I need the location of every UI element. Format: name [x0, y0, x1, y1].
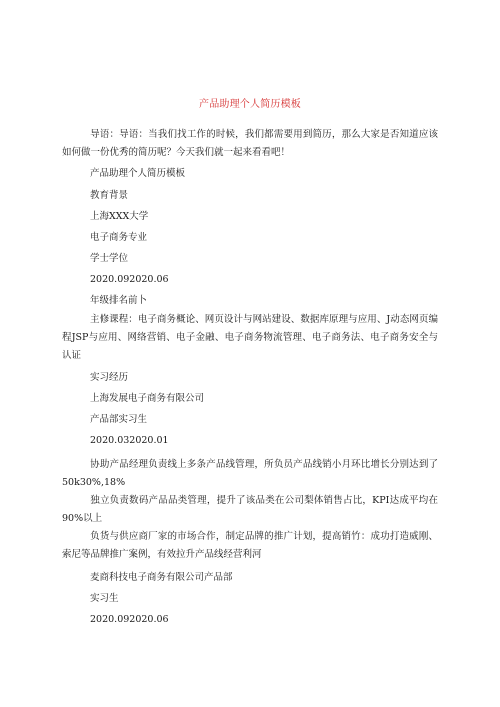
resume-heading: 产品助理个人简历模板 — [90, 168, 186, 179]
job2-company: 麦商科技电子商务有限公司产品部 — [90, 572, 233, 583]
intro-text: 导语：导语：当我们找工作的时候，我们都需要用到简历，那么大家是否知道应该如何做一份优秀的简历呢？今天我们就一起来看看吧！ — [62, 129, 438, 158]
school-name: 上海XXX大学 — [90, 211, 149, 222]
education-label: 教育背景 — [90, 190, 129, 201]
class-rank: 年级排名前卜 — [90, 295, 148, 306]
major-name: 电子商务专业 — [90, 232, 148, 243]
intro-paragraph — [62, 126, 438, 162]
job1-company: 上海发展电子商务有限公司 — [90, 393, 205, 404]
degree-name: 学士学位 — [90, 253, 129, 264]
job1-role: 产品部实习生 — [90, 414, 148, 425]
education-dates: 2020.092020.06 — [90, 274, 169, 285]
job1-duty-3-text: 负货与供应商厂家的市场合作，制定品牌的推广计划，提高销竹：成功打造威刚、索尼等品牌推广案例，有效拉升产品线经营利河 — [62, 531, 438, 560]
job1-duty-2 — [62, 492, 438, 528]
job2-dates: 2020.092020.06 — [90, 614, 169, 625]
document-title: 产品助理个人简历模板 — [199, 99, 301, 110]
job1-duty-1 — [62, 456, 438, 492]
job1-duty-3 — [62, 528, 438, 564]
internships-label: 实习经历 — [90, 372, 129, 383]
job1-dates: 2020.032020.01 — [90, 435, 169, 446]
job2-role: 实习生 — [90, 593, 119, 604]
courses-paragraph — [62, 311, 438, 365]
courses-text: 主修课程：电子商务概论、网页设计与网站建设、数据库原理与应用、J动态网页编程JSP与应用、网络营销、电子金融、电子商务物流管理、电子商务法、电子商务安全与认证 — [62, 314, 438, 361]
job1-duty-2-text: 独立负责数码产品品类管理，提升了该品类在公司梨体销售占比，KPI达成平均在90%以上 — [62, 495, 438, 524]
job1-duty-1-text: 协助产品经理负责线上多条产品线管理，所负员产品线销小月环比增长分别达到了50k30%,18% — [62, 459, 438, 488]
